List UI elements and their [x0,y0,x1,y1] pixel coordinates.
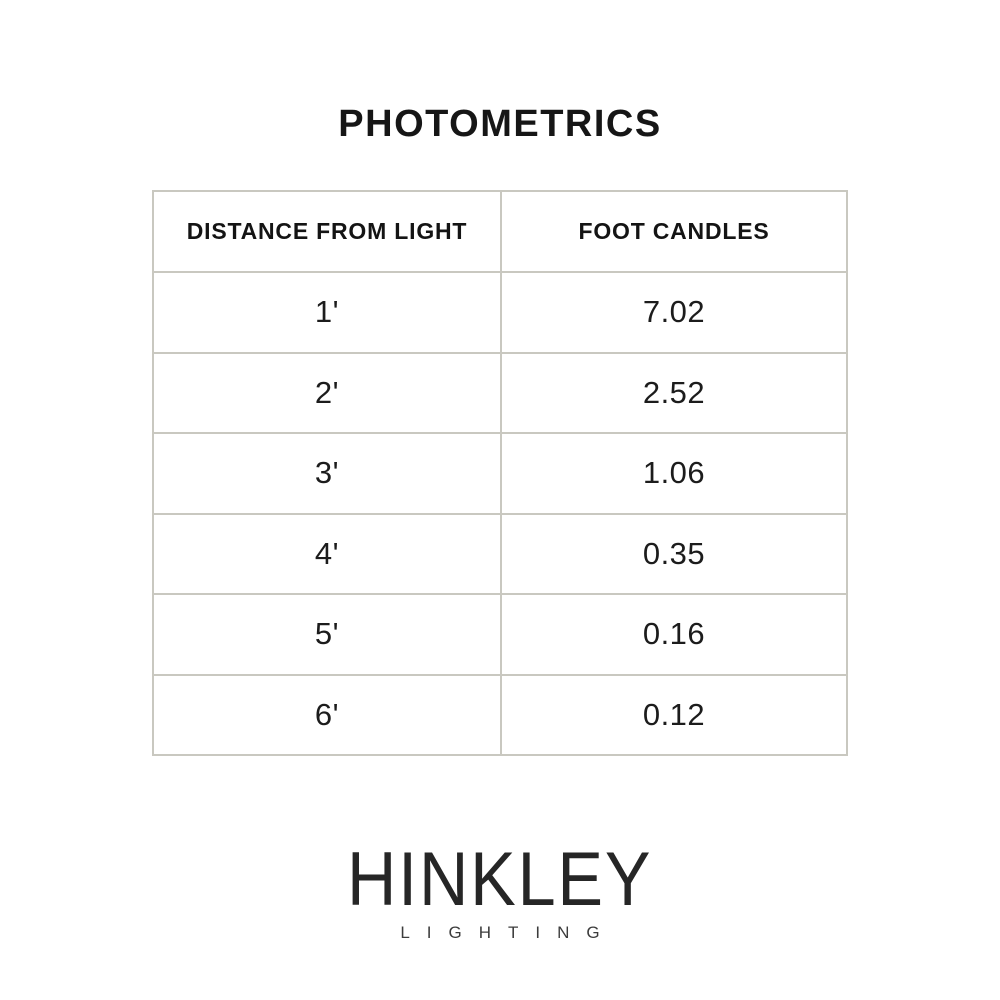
brand-name: HINKLEY [347,837,653,922]
foot-candles-value: 0.12 [500,676,846,755]
table-row [154,674,846,755]
distance-value: 6' [314,696,340,732]
table-header-row [154,192,846,271]
column-header-distance: DISTANCE FROM LIGHT [186,218,468,244]
page-title: PHOTOMETRICS [338,103,662,145]
distance-value: 5' [314,616,340,652]
foot-candles-value: 7.02 [500,273,846,352]
brand-tagline: LIGHTING [400,923,617,942]
photometrics-table [152,190,848,756]
distance-value: 1' [314,294,340,330]
column-header-foot-candles: FOOT CANDLES [500,192,846,271]
distance-value: 4' [314,535,340,571]
foot-candles-value: 1.06 [500,434,846,513]
table-row [154,432,846,513]
foot-candles-value: 2.52 [500,354,846,433]
distance-value: 2' [314,374,340,410]
table-row [154,352,846,433]
table-row [154,593,846,674]
table-row [154,513,846,594]
brand-logo [0,837,1000,942]
distance-value: 3' [314,455,340,491]
foot-candles-value: 0.35 [500,515,846,594]
table-row [154,271,846,352]
foot-candles-value: 0.16 [500,595,846,674]
